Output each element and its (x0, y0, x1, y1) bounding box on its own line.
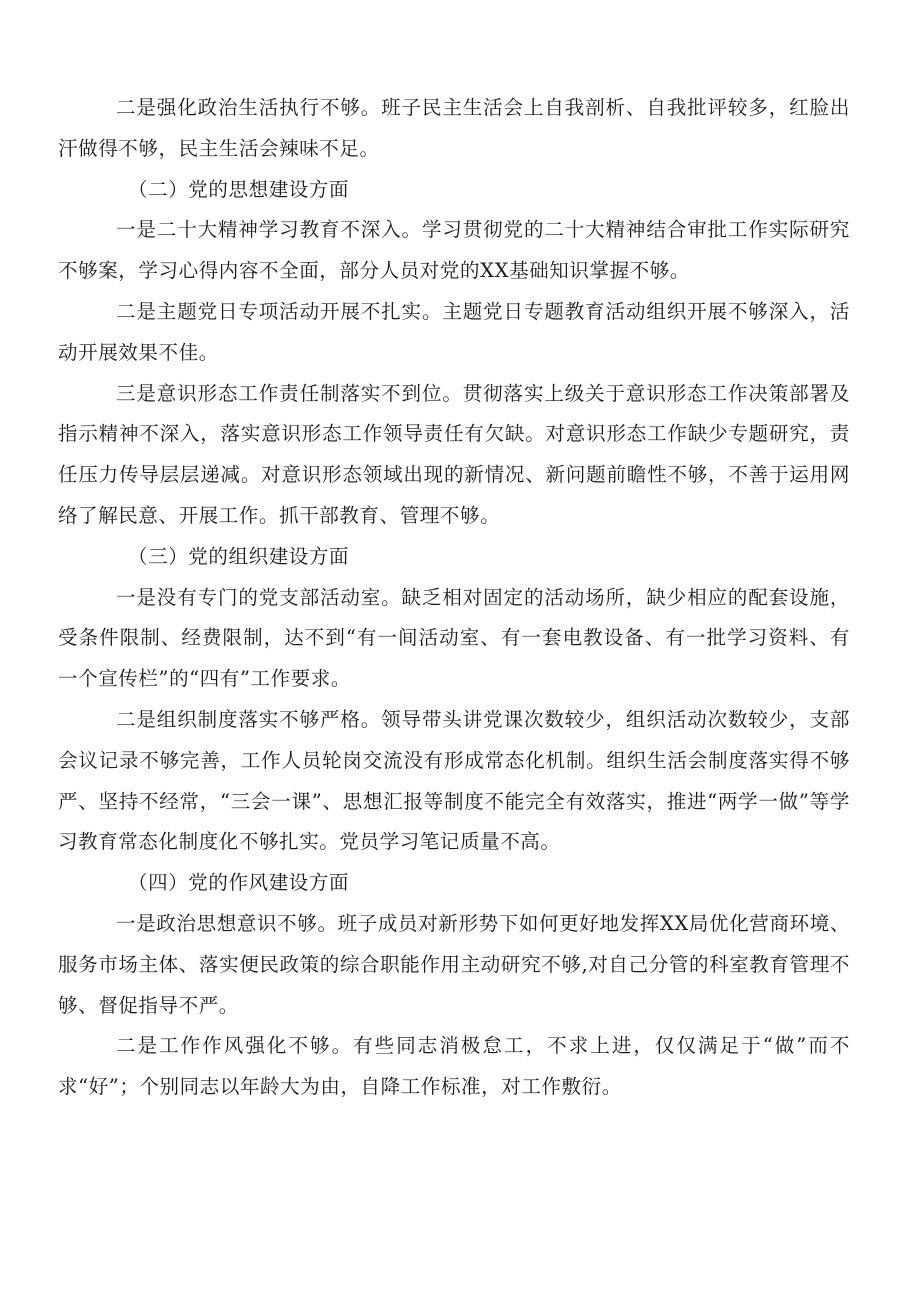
section-heading-organization: （三）党的组织建设方面 (128, 544, 350, 568)
paragraph-study-education: 一是二十大精神学习教育不深入。学习贯彻党的二十大精神结合审批工作实际研究不够案，学习心得内容不全面，部分人员对党的XX基础知识掌握不够。 (58, 218, 850, 283)
section-heading-work-style: （四）党的作风建设方面 (128, 871, 350, 895)
paragraph-activity-room: 一是没有专门的党支部活动室。缺乏相对固定的活动场所，缺少相应的配套设施，受条件限制、经费限制，达不到“有一间活动室、有一套电教设备、有一批学习资料、有一个宣传栏”的“四有”工作要求。 (58, 585, 850, 691)
paragraph-org-system: 二是组织制度落实不够严格。领导带头讲党课次数较少，组织活动次数较少，支部会议记录不够完善，工作人员轮岗交流没有形成常态化机制。组织生活会制度落实得不够严、坚持不经常，“三会一课”、思想汇报等制度不能完全有效落实，推进“两学一做”等学习教育常态化制度化不够扎实。党员学习笔记质量不高。 (58, 707, 850, 854)
paragraph-work-style: 二是工作作风强化不够。有些同志消极怠工，不求上进，仅仅满足于“做”而不求“好”；个别同志以年龄大为由，自降工作标准，对工作敷衍。 (58, 1034, 850, 1099)
paragraph-political-life: 二是强化政治生活执行不够。班子民主生活会上自我剖析、自我批评较多，红脸出汗做得不够，民主生活会辣味不足。 (58, 96, 850, 160)
paragraph-party-day: 二是主题党日专项活动开展不扎实。主题党日专题教育活动组织开展不够深入，活动开展效果不佳。 (58, 299, 850, 364)
paragraph-ideology-responsibility: 三是意识形态工作责任制落实不到位。贯彻落实上级关于意识形态工作决策部署及指示精神不深入，落实意识形态工作领导责任有欠缺。对意识形态工作缺少专题研究，责任压力传导层层递减。对意识形态领域出现的新情况、新问题前瞻性不够，不善于运用网络了解民意、开展工作。抓干部教育、管理不够。 (58, 381, 850, 527)
paragraph-political-awareness: 一是政治思想意识不够。班子成员对新形势下如何更好地发挥XX局优化营商环境、服务市场主体、落实便民政策的综合职能作用主动研究不够,对自己分管的科室教育管理不够、督促指导不严。 (58, 911, 850, 1017)
section-heading-ideology: （二）党的思想建设方面 (128, 177, 350, 201)
